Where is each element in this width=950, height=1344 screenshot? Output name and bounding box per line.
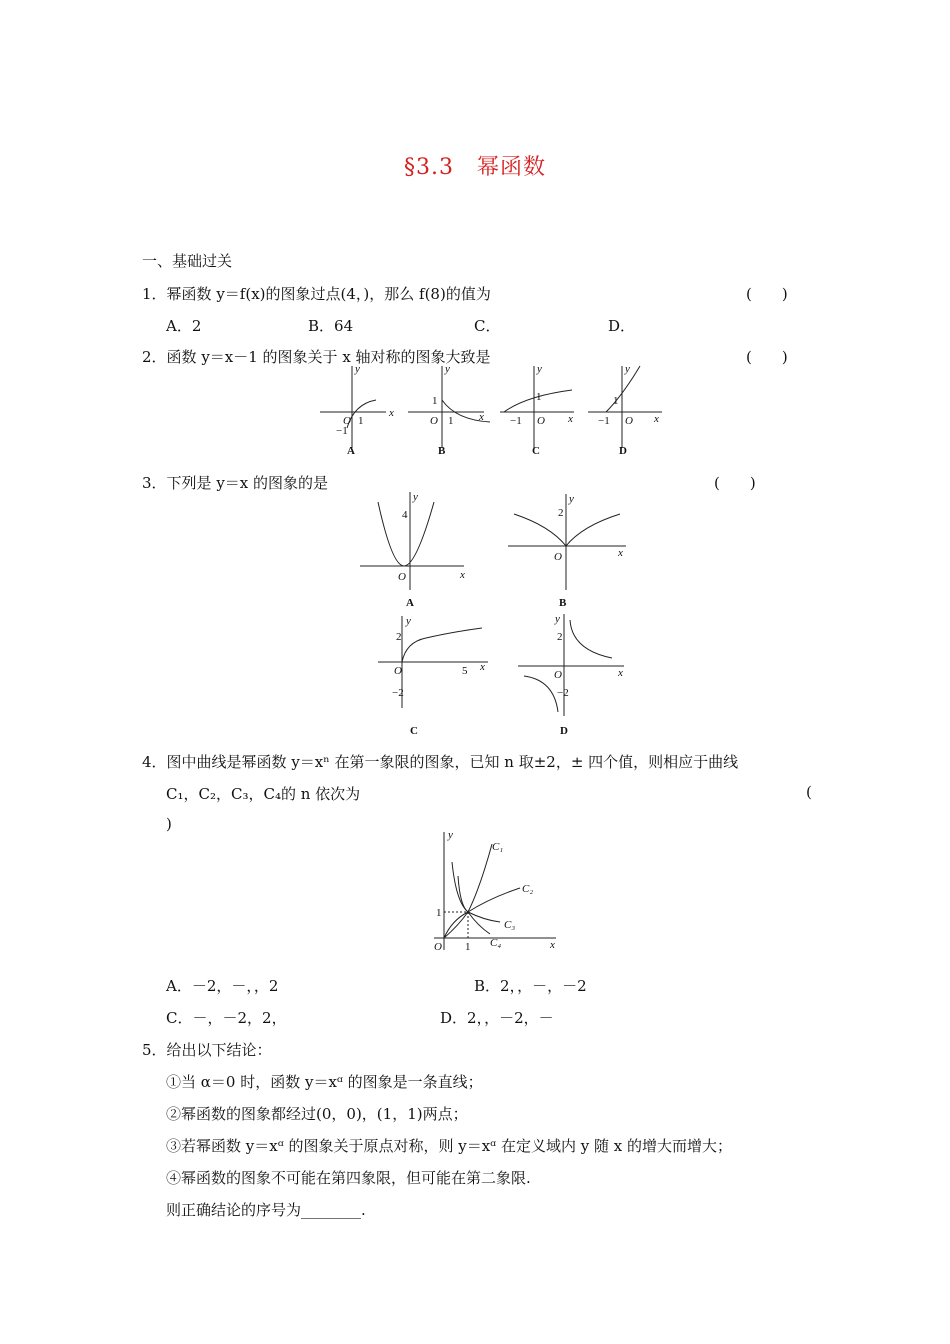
y-label: y [406, 615, 411, 627]
curve-d-left [524, 676, 558, 712]
x-label: x [480, 661, 485, 673]
option-b: B．2，，－，－2 [474, 977, 587, 995]
x-label: x [479, 411, 484, 423]
q4-figure [420, 826, 570, 956]
answer-blank-line: 则正确结论的序号为________. [166, 1201, 366, 1219]
origin-label: O [434, 941, 442, 953]
question-4-line2: C₁，C₂，C₃，C₄的 n 依次为 [166, 785, 361, 803]
figure-label: A [406, 597, 414, 609]
y-label: y [555, 613, 560, 625]
statement-1: ①当 α＝0 时，函数 y＝xᵅ 的图象是一条直线； [166, 1073, 483, 1091]
x-label: x [550, 939, 555, 951]
x-label: x [460, 569, 465, 581]
question-text: 给出以下结论： [166, 1041, 272, 1059]
figure-label: D [619, 445, 627, 457]
answer-paren: ( ) [746, 285, 788, 303]
tick-label: 2 [558, 507, 564, 519]
curve-label: C₁ [492, 841, 504, 853]
option-a: A．－2，－，，2 [166, 977, 279, 995]
question-number: 4． [142, 753, 167, 771]
tick-label: 2 [396, 631, 402, 643]
question-1 [142, 283, 491, 304]
figure-label: A [347, 445, 355, 457]
origin-label: O [537, 415, 545, 427]
origin-label: O [554, 669, 562, 681]
curve-label: C₄ [490, 937, 502, 949]
origin-label: O [343, 415, 351, 427]
y-label: y [448, 829, 453, 841]
origin-label: O [394, 665, 402, 677]
option-d: D． [608, 317, 636, 335]
answer-paren-open: ( [806, 783, 812, 801]
curve-label: C₃ [504, 919, 516, 931]
tick-label: 1 [536, 391, 542, 403]
origin-label: O [430, 415, 438, 427]
x-label: x [618, 547, 623, 559]
curve-c4 [458, 876, 490, 934]
tick-label: 1 [432, 395, 438, 407]
curve-d-right [570, 620, 612, 658]
figure-label: C [532, 445, 540, 457]
origin-label: O [554, 551, 562, 563]
question-text: 幂函数 y＝f(x)的图象过点(4，)，那么 f(8)的值为 [166, 285, 491, 303]
origin-label: O [398, 571, 406, 583]
tick-label: 1 [436, 907, 442, 919]
option-a: A．2 [166, 317, 202, 335]
tick-label: −2 [392, 687, 404, 699]
curve-label: C₂ [522, 883, 534, 895]
option-d: D．2，，－2，－ [440, 1009, 554, 1027]
answer-paren-close: ) [166, 815, 172, 833]
x-label: x [568, 413, 573, 425]
tick-label: 1 [465, 941, 471, 953]
q3-figures [352, 490, 642, 740]
tick-label: 2 [557, 631, 563, 643]
y-label: y [355, 363, 360, 375]
x-label: x [654, 413, 659, 425]
curve-c3 [452, 862, 500, 922]
y-label: y [537, 363, 542, 375]
question-text: 函数 y＝x－1 的图象关于 x 轴对称的图象大致是 [166, 348, 491, 366]
page-title: §3.3 幂函数 [404, 155, 546, 180]
question-4 [142, 751, 738, 772]
tick-label: 1 [358, 415, 364, 427]
figure-label: B [438, 445, 446, 457]
option-c: C．－，－2，2， [166, 1009, 287, 1027]
statement-3: ③若幂函数 y＝xᵅ 的图象关于原点对称，则 y＝xᵅ 在定义域内 y 随 x 的增大而增大； [166, 1137, 732, 1155]
y-label: y [413, 491, 418, 503]
option-c: C． [474, 317, 501, 335]
tick-label: 4 [402, 509, 408, 521]
question-3 [142, 472, 328, 493]
question-number: 2． [142, 348, 167, 366]
statement-4: ④幂函数的图象不可能在第四象限，但可能在第二象限. [166, 1169, 531, 1187]
tick-label: −1 [510, 415, 522, 427]
figure-label: D [560, 725, 568, 737]
origin-label: O [625, 415, 633, 427]
section-heading: 一、基础过关 [142, 252, 233, 270]
tick-label: −2 [557, 687, 569, 699]
statement-2: ②幂函数的图象都经过(0，0)，(1，1)两点； [166, 1105, 468, 1123]
curve-c [402, 628, 482, 662]
tick-label: 1 [613, 395, 619, 407]
x-label: x [389, 407, 394, 419]
question-number: 1． [142, 285, 167, 303]
curve-c1 [444, 844, 492, 938]
tick-label: 1 [448, 415, 454, 427]
question-5 [142, 1039, 272, 1060]
tick-label: −1 [336, 425, 348, 437]
y-label: y [625, 363, 630, 375]
tick-label: −1 [598, 415, 610, 427]
question-text: 图中曲线是幂函数 y＝xⁿ 在第一象限的图象，已知 n 取±2，± 四个值，则相应于曲线 [166, 753, 739, 771]
x-label: x [618, 667, 623, 679]
y-label: y [445, 363, 450, 375]
answer-paren: ( ) [746, 348, 788, 366]
question-text: 下列是 y＝x 的图象的是 [166, 474, 329, 492]
q2-figures [316, 362, 676, 462]
option-b: B．64 [308, 317, 354, 335]
tick-label: 5 [462, 665, 468, 677]
curve-b [514, 514, 620, 546]
answer-paren: ( ) [714, 474, 756, 492]
curve-d [606, 366, 640, 412]
y-label: y [569, 493, 574, 505]
question-number: 3． [142, 474, 167, 492]
figure-label: C [410, 725, 418, 737]
question-number: 5． [142, 1041, 167, 1059]
figure-label: B [559, 597, 567, 609]
